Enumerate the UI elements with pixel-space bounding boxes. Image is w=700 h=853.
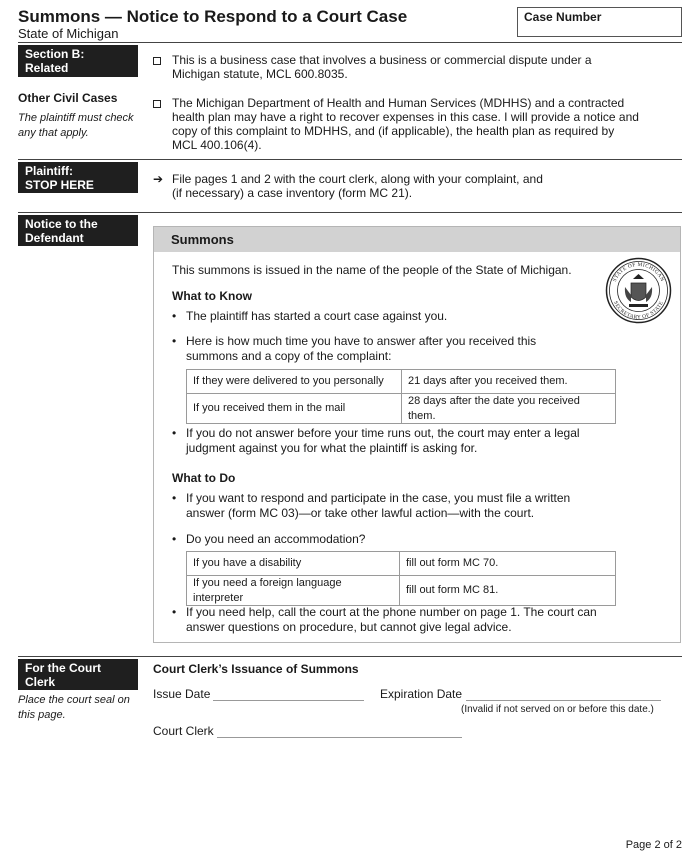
bullet-text: Do you need an accommodation? (186, 532, 366, 546)
expiration-note: (Invalid if not served on or before this date.) (461, 704, 654, 715)
defendant-label-line1: Notice to the (25, 217, 98, 231)
mdhhs-checkbox[interactable] (153, 98, 165, 110)
defendant-label-line2: Defendant (25, 231, 84, 245)
court-clerk-signature-label: Court Clerk (153, 724, 214, 738)
michigan-seal-icon (605, 257, 672, 324)
bullet-mark: • (172, 309, 177, 323)
clerk-issuance-heading: Court Clerk’s Issuance of Summons (153, 662, 359, 676)
issue-date-label: Issue Date (153, 687, 211, 701)
bullet-mark: • (172, 605, 177, 619)
bullet-mark: • (172, 334, 177, 348)
table-cell: 21 days after you received them. (402, 370, 616, 394)
section-b-label (18, 45, 138, 89)
issue-date-field[interactable] (213, 700, 364, 701)
seal-top-text: STATE OF MICHIGAN (611, 261, 666, 283)
list-item (172, 532, 612, 548)
form-title: Summons — Notice to Respond to a Court Case (18, 7, 408, 26)
list-item (172, 426, 612, 458)
summons-heading: Summons (154, 227, 680, 252)
plaintiff-stop-label (18, 162, 138, 193)
clerk-label-line2: Clerk (25, 675, 56, 689)
court-clerk-signature-field[interactable] (217, 737, 462, 738)
clerk-label-line1: For the Court (25, 661, 101, 675)
defendant-rule (18, 656, 682, 657)
plaintiff-label-line1: Plaintiff: (25, 164, 73, 178)
bullet-text: If you do not answer before your time runs out, the court may enter a legal judgment against you for what the plaintiff is asking for. (186, 426, 580, 455)
list-item (172, 334, 612, 366)
header-rule (18, 42, 682, 43)
seal-bottom-text: SECRETARY OF STATE (612, 300, 665, 321)
what-to-do-heading: What to Do (172, 471, 236, 485)
bullet-mark: • (172, 532, 177, 546)
expiration-date-label: Expiration Date (380, 687, 463, 701)
table-cell: fill out form MC 81. (400, 576, 616, 606)
accommodation-table (186, 551, 616, 606)
table-cell: If you need a foreign language interpreter (187, 576, 400, 606)
table-cell: fill out form MC 70. (400, 552, 616, 576)
arrow-right-icon: ➔ (153, 172, 164, 186)
table-row (187, 576, 616, 606)
bullet-text: If you need help, call the court at the phone number on page 1. The court can answer questions on procedure, but cannot give legal advice. (186, 605, 597, 634)
mdhhs-text: The Michigan Department of Health and Human Services (MDHHS) and a contracted health plan may have a right to recover expenses in this case. I will provide a notice and copy of this complaint to MDHHS, and (if applicable), the health plan as required by MCL 400.106(4). (172, 96, 639, 152)
response-time-table (186, 369, 616, 424)
table-cell: If they were delivered to you personally (187, 370, 402, 394)
table-cell: If you have a disability (187, 552, 400, 576)
plaintiff-label-line2: STOP HERE (25, 178, 94, 192)
case-number-label: Case Number (524, 10, 602, 24)
bullet-text: Here is how much time you have to answer after you received this summons and a copy of the complaint: (186, 334, 537, 363)
other-civil-cases-note: The plaintiff must check any that apply. (18, 112, 134, 139)
bullet-mark: • (172, 491, 177, 505)
bullet-text: If you want to respond and participate in the case, you must file a written answer (form MC 03)—or take other lawful action—with the court. (186, 491, 571, 520)
business-case-text: This is a business case that involves a business or commercial dispute under a Michigan statute, MCL 600.8035. (172, 53, 592, 81)
table-cell: 28 days after the date you received them. (402, 394, 616, 424)
section-b-label-line2: cases (continued) (25, 75, 128, 89)
table-row (187, 552, 616, 576)
what-to-know-heading: What to Know (172, 289, 252, 303)
section-b-rule (18, 159, 682, 160)
court-clerk-label (18, 659, 138, 690)
business-case-checkbox[interactable] (153, 55, 165, 67)
plaintiff-rule (18, 212, 682, 213)
list-item (172, 605, 612, 637)
table-row (187, 370, 616, 394)
plaintiff-instruction: File pages 1 and 2 with the court clerk, along with your complaint, and (if necessary) a case inventory (form MC 21). (172, 172, 543, 200)
table-cell: If you received them in the mail (187, 394, 402, 424)
other-civil-cases-heading: Other Civil Cases (18, 91, 118, 105)
page-number: Page 2 of 2 (625, 839, 682, 851)
summons-intro: This summons is issued in the name of the people of the State of Michigan. (172, 263, 572, 277)
bullet-mark: • (172, 426, 177, 440)
table-row (187, 394, 616, 424)
court-seal-note: Place the court seal on this page. (18, 694, 130, 721)
list-item (172, 309, 612, 325)
bullet-text: The plaintiff has started a court case against you. (186, 309, 448, 323)
notice-defendant-label (18, 215, 138, 246)
case-number-field[interactable] (517, 7, 682, 37)
form-subtitle: State of Michigan (18, 26, 119, 41)
section-b-label-line1: Section B: Related (25, 47, 85, 75)
list-item (172, 491, 612, 523)
expiration-date-field[interactable] (466, 700, 661, 701)
